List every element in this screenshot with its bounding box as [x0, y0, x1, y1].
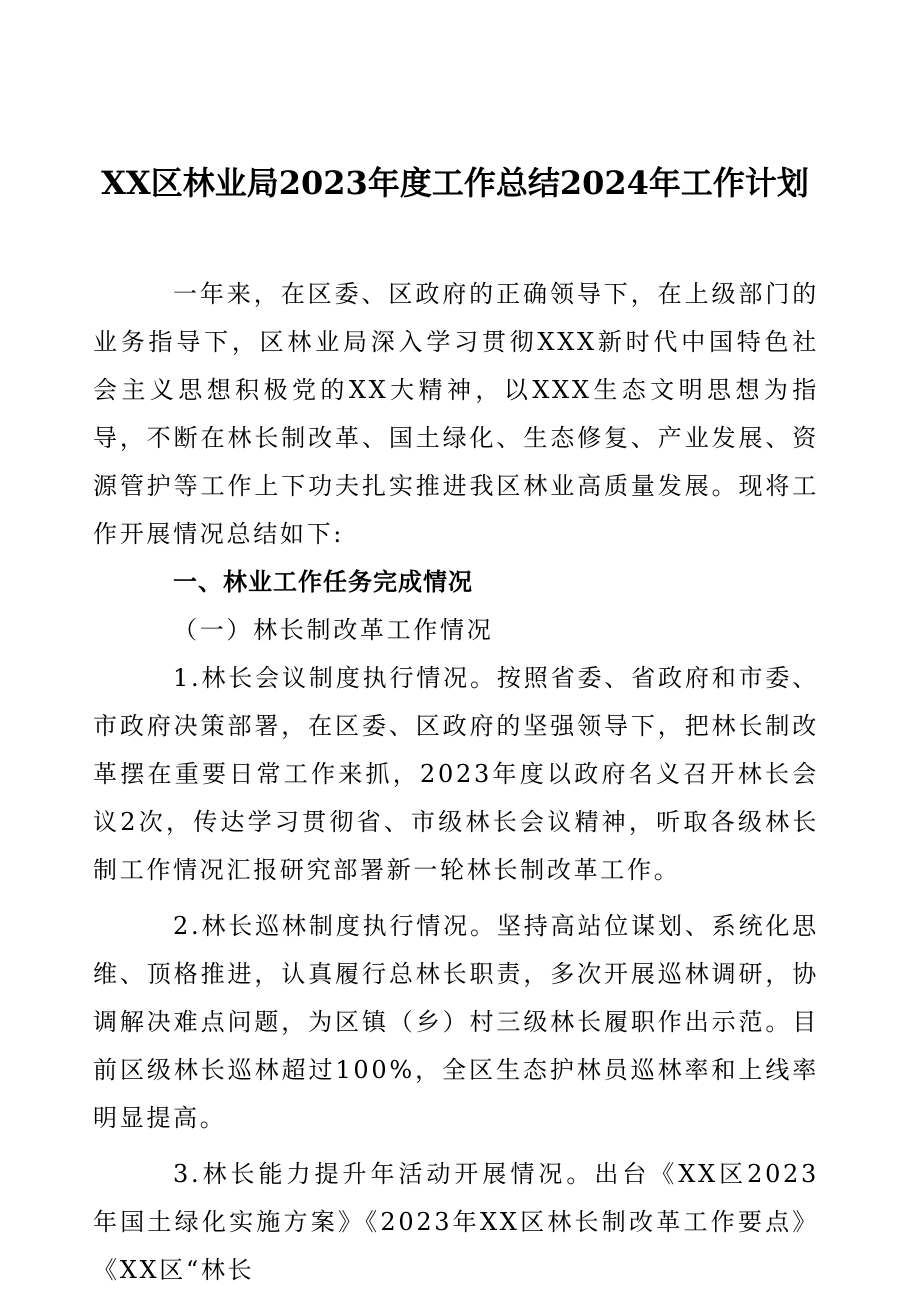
- document-body: [93, 270, 819, 1294]
- item-paragraph-1: 1.林长会议制度执行情况。按照省委、省政府和市委、市政府决策部署，在区委、区政府的坚强领导下，把林长制改革摆在重要日常工作来抓，2023年度以政府名义召开林长会议2次，传达学习贯彻省、市级林长会议精神，听取各级林长制工作情况汇报研究部署新一轮林长制改革工作。: [93, 664, 819, 884]
- section-heading: 一、林业工作任务完成情况: [173, 568, 473, 596]
- item-paragraph-2: 2.林长巡林制度执行情况。坚持高站位谋划、系统化思维、顶格推进，认真履行总林长职责，多次开展巡林调研，协调解决难点问题，为区镇（乡）村三级林长履职作出示范。目前区级林长巡林超过100%，全区生态护林员巡林率和上线率明显提高。: [93, 912, 819, 1132]
- item-paragraph-3: 3.林长能力提升年活动开展情况。出台《XX区2023年国土绿化实施方案》《2023年XX区林长制改革工作要点》《XX区“林长: [93, 1160, 819, 1284]
- intro-paragraph: 一年来，在区委、区政府的正确领导下，在上级部门的业务指导下，区林业局深入学习贯彻XXX新时代中国特色社会主义思想积极党的XX大精神，以XXX生态文明思想为指导，不断在林长制改革、国土绿化、生态修复、产业发展、资源管护等工作上下功夫扎实推进我区林业高质量发展。现将工作开展情况总结如下:: [93, 280, 819, 548]
- subsection-heading: （一）林长制改革工作情况: [173, 616, 494, 644]
- document-title: XX区林业局2023年度工作总结2024年工作计划: [101, 164, 809, 202]
